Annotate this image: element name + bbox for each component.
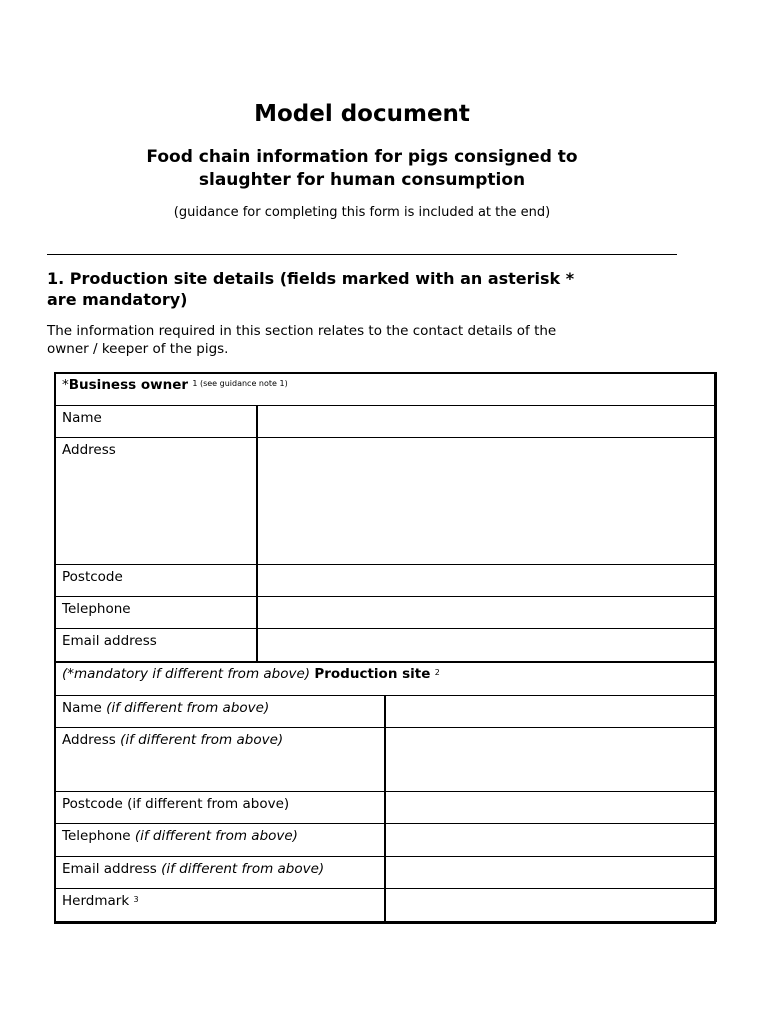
business-owner-header bbox=[55, 373, 717, 406]
production-site-label: Production site bbox=[314, 666, 431, 682]
site-telephone-note: (if different from above) bbox=[134, 828, 298, 844]
site-name-note: (if different from above) bbox=[106, 700, 270, 716]
owner-name-label: Name bbox=[55, 406, 257, 438]
site-telephone-input[interactable] bbox=[385, 824, 717, 857]
subtitle-line-1: Food chain information for pigs consigned to bbox=[146, 147, 578, 167]
owner-address-row bbox=[55, 438, 717, 565]
horizontal-rule bbox=[47, 254, 677, 255]
owner-email-row bbox=[55, 629, 717, 662]
site-telephone-row bbox=[55, 824, 717, 857]
site-postcode-row bbox=[55, 792, 717, 824]
site-email-input[interactable] bbox=[385, 857, 717, 889]
site-herdmark-input[interactable] bbox=[385, 889, 717, 922]
site-herdmark-label-cell bbox=[55, 889, 385, 922]
site-telephone-label: Telephone bbox=[62, 828, 131, 844]
document-title: Model document bbox=[254, 101, 470, 127]
site-name-input[interactable] bbox=[385, 696, 717, 728]
site-postcode-input[interactable] bbox=[385, 792, 717, 824]
site-address-label-cell bbox=[55, 728, 385, 792]
owner-address-input[interactable] bbox=[257, 438, 717, 565]
section-1-heading bbox=[47, 268, 687, 310]
site-address-note: (if different from above) bbox=[120, 732, 284, 748]
business-owner-label: Business owner bbox=[68, 377, 189, 393]
site-name-label-cell bbox=[55, 696, 385, 728]
production-site-header-row bbox=[55, 662, 717, 696]
site-herdmark-note: 3 bbox=[133, 895, 139, 904]
owner-telephone-row bbox=[55, 597, 717, 629]
owner-name-row bbox=[55, 406, 717, 438]
site-email-label-cell bbox=[55, 857, 385, 889]
owner-postcode-label: Postcode bbox=[55, 565, 257, 597]
site-email-note: (if different from above) bbox=[161, 861, 325, 877]
site-address-label: Address bbox=[62, 732, 116, 748]
owner-email-input[interactable] bbox=[257, 629, 717, 662]
owner-postcode-input[interactable] bbox=[257, 565, 717, 597]
owner-email-label: Email address bbox=[55, 629, 257, 662]
intro-line-2: owner / keeper of the pigs. bbox=[47, 341, 229, 357]
site-telephone-label-cell bbox=[55, 824, 385, 857]
site-herdmark-row bbox=[55, 889, 717, 922]
section-1-intro bbox=[47, 322, 687, 358]
owner-telephone-input[interactable] bbox=[257, 597, 717, 629]
site-herdmark-label: Herdmark bbox=[62, 893, 130, 909]
mandatory-asterisk: * bbox=[62, 377, 69, 393]
site-email-row bbox=[55, 857, 717, 889]
production-site-mandatory-note: (*mandatory if different from above) bbox=[62, 666, 311, 682]
owner-name-input[interactable] bbox=[257, 406, 717, 438]
production-site-note: 2 bbox=[434, 668, 440, 677]
owner-postcode-row bbox=[55, 565, 717, 597]
site-email-label: Email address bbox=[62, 861, 157, 877]
guidance-note: (guidance for completing this form is included at the end) bbox=[173, 205, 551, 220]
section-heading-line-1: 1. Production site details (fields marked with an asterisk * bbox=[47, 269, 575, 288]
business-owner-note: 1 (see guidance note 1) bbox=[192, 379, 288, 388]
intro-line-1: The information required in this section relates to the contact details of the bbox=[47, 323, 557, 339]
site-name-label: Name bbox=[62, 700, 102, 716]
business-owner-header-row bbox=[55, 373, 717, 406]
site-address-row bbox=[55, 728, 717, 792]
document-subtitle bbox=[0, 146, 724, 192]
section-heading-line-2: are mandatory) bbox=[47, 290, 188, 309]
site-name-row bbox=[55, 696, 717, 728]
subtitle-line-2: slaughter for human consumption bbox=[198, 170, 526, 190]
site-address-input[interactable] bbox=[385, 728, 717, 792]
owner-telephone-label: Telephone bbox=[55, 597, 257, 629]
owner-address-label: Address bbox=[55, 438, 257, 565]
site-postcode-label: Postcode (if different from above) bbox=[55, 792, 385, 824]
production-site-form bbox=[54, 372, 717, 922]
production-site-header bbox=[55, 662, 717, 696]
